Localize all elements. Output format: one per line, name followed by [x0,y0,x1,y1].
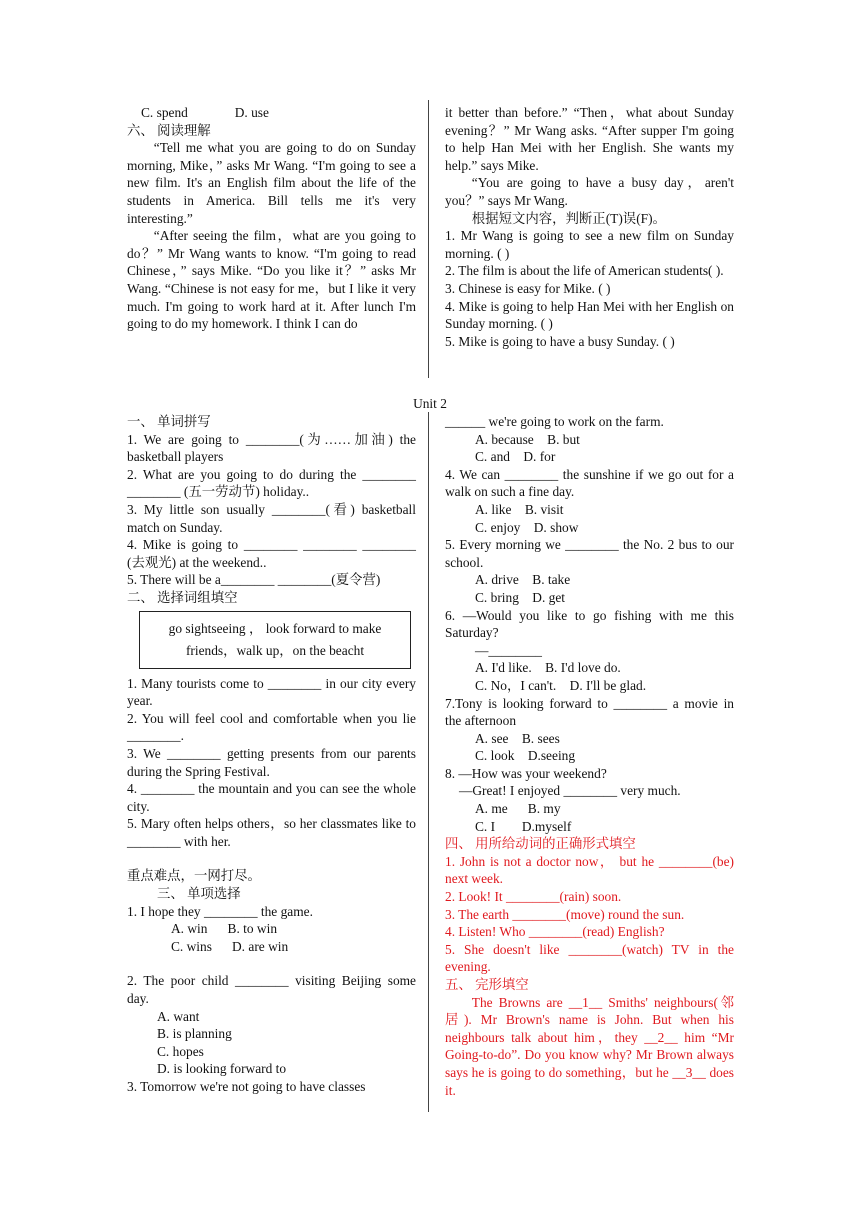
mc-options: A. I'd like. B. I'd love do. [475,660,621,676]
mc-options: A. win B. to win [171,921,278,937]
spelling-item: 2. What are you going to do during the ________ ________ (五一劳动节) holiday.. [127,466,416,500]
verb-item: 3. The earth ________(move) round the sun. [445,906,685,922]
reading-paragraph: it better than before.” “Then，what about Sunday evening？” Mr Wang asks. “After supper I'm going to help Han Mei with her English. She wants my help.” says Mike. [445,105,734,173]
unit-title: Unit 2 [413,396,447,411]
tf-item: 1. Mr Wang is going to see a new film on Sunday morning. ( ) [445,228,734,261]
p1-right-column [445,104,734,350]
reading-paragraph: “You are going to have a busy day，aren't you？” says Mr Wang. [445,175,734,208]
section-heading: 三、 单项选择 [157,886,241,902]
section-heading: 二、 选择词组填空 [127,589,238,605]
mc-options: C. and D. for [475,449,556,465]
mc-question: ______ we're going to work on the farm. [445,414,664,429]
mc-answer-blank: —________ [475,642,542,658]
phrase-item: 2. You will feel cool and comfortable when you lie ________. [127,710,416,744]
spelling-item: 3. My little son usually ________(看) basketball match on Sunday. [127,501,416,535]
mc-options: C. No，I can't. D. I'll be glad. [475,677,647,693]
verb-item: 5. She doesn't like ________(watch) TV in the evening. [445,941,734,975]
mc-options: C. enjoy D. show [475,519,579,535]
mc-options: C. bring D. get [475,589,566,605]
section-heading: 四、 用所给动词的正确形式填空 [445,836,636,852]
phrase-item: 1. Many tourists come to ________ in our city every year. [127,675,416,709]
p2-right-column [445,413,734,1099]
mc-options: A. because B. but [475,431,580,447]
mc-options: A. like B. visit [475,501,564,517]
mc-option: D. is looking forward to [157,1061,287,1077]
mc-question: 4. We can ________ the sunshine if we go out for a walk on such a fine day. [445,466,734,500]
mc-options: A. drive B. take [475,572,571,588]
reading-heading: 六、 阅读理解 [127,122,211,138]
tf-item: 3. Chinese is easy for Mike. ( ) [445,280,611,296]
reading-paragraph: “After seeing the film，what are you going to do？” Mr Wang wants to know. “I'm going to read Chinese，” says Mike. “Do you like it？” asks Mr Wang. “Chinese is not easy for me，but I like it very much. I'm going to work hard at it. After lunch I'm going to do my homework. I think I can do [127,228,416,332]
verb-item: 4. Listen! Who ________(read) English? [445,924,665,940]
p2-left-column [127,413,416,1096]
tf-item: 5. Mike is going to have a busy Sunday. ( ) [445,333,675,349]
verb-item: 1. John is not a doctor now， but he ________(be) next week. [445,853,734,887]
tf-item: 4. Mike is going to help Han Mei with her English on Sunday morning. ( ) [445,298,734,332]
instruction: 根据短文内容，判断正(T)误(F)。 [471,210,666,226]
phrase-item: 3. We ________ getting presents from our parents during the Spring Festival. [127,745,416,779]
phrase-box: go sightseeing ， look forward to make friends，walk up，on the beacht [139,611,411,669]
tf-item: 2. The film is about the life of American students( ). [445,263,724,279]
mc-option: C. hopes [157,1043,204,1059]
mc-question: 8. —How was your weekend? [445,765,607,781]
slogan: 重点难点，一网打尽。 [127,868,261,884]
spelling-item: 5. There will be a________ ________(夏令营) [127,572,381,588]
reading-paragraph: “Tell me what you are going to do on Sunday morning, Mike，” asks Mr Wang. “I'm going to see a new film. It's an English film about the life of the students in America. Bill tells me it's very interesting.” [127,140,416,226]
mc-options: A. see B. sees [475,730,560,746]
phrase-item: 5. Mary often helps others，so her classmates like to ________ with her. [127,816,416,849]
cloze-paragraph: The Browns are __1__ Smiths' neighbours(邻居). Mr Brown's name is John. But when his neighbours talk about him，they __2__ him “Mr Going-to-do”. Do you know why? Mr Brown always says he is going to do something，but he __3__ does it. [445,994,734,1098]
mc-option: B. is planning [157,1026,232,1042]
spelling-item: 4. Mike is going to ________ ________ ________ (去观光) at the weekend.. [127,537,416,570]
phrase-item: 4. ________ the mountain and you can see the whole city. [127,781,416,814]
mc-options: C. wins D. are win [171,938,289,954]
spelling-item: 1. We are going to ________(为……加油) the basketball players [127,431,416,465]
mc-question: 3. Tomorrow we're not going to have classes [127,1079,366,1094]
mc-options: A. me B. my [475,801,561,817]
section-heading: 一、 单词拼写 [127,414,211,429]
mc-options: C. look D.seeing [475,748,576,764]
options-line: C. spend D. use [141,105,269,120]
mc-question: 7.Tony is looking forward to ________ a movie in the afternoon [445,695,734,729]
mc-question: 6. —Would you like to go fishing with me this Saturday? [445,607,734,641]
verb-item: 2. Look! It ________(rain) soon. [445,889,622,905]
mc-option: A. want [157,1008,200,1024]
column-divider-bottom [428,412,429,1112]
column-divider-top [428,100,429,378]
mc-question: 5. Every morning we ________ the No. 2 bus to our school. [445,537,734,570]
section-heading: 五、 完形填空 [445,977,529,992]
mc-question: 1. I hope they ________ the game. [127,903,313,919]
p1-left-column [127,104,416,333]
mc-question-line: —Great! I enjoyed ________ very much. [459,783,681,799]
mc-options: C. I D.myself [475,818,572,834]
mc-question: 2. The poor child ________ visiting Beijing some day. [127,973,416,1007]
